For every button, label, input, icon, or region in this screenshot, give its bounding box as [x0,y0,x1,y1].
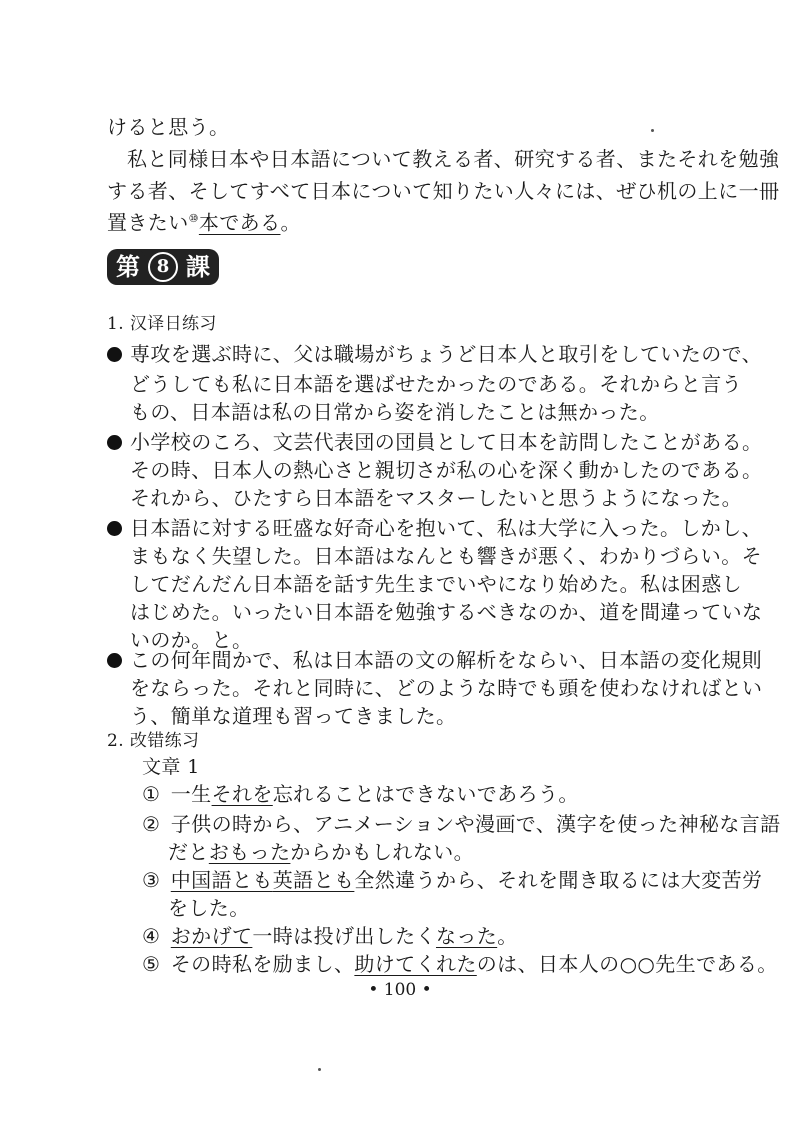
circled-number-5: ⑤ [142,952,161,976]
sentence-5-a: その時私を励まし、 [170,952,355,976]
sentence-5 [142,950,778,978]
item-1-line-3: もの、日本語は私の日常から姿を消したことは無かった。 [130,400,660,424]
intro-line-3: する者、そしてすべて日本について知りたい人々には、ぜひ机の上に一冊 [107,179,780,203]
page-number: • 100 • [368,980,432,1000]
item-4-line-3: う、簡単な道理も習ってきました。 [130,704,457,728]
section-2-subtitle: 文章 1 [142,756,200,778]
item-3-line-1: 日本語に対する旺盛な好奇心を抱いて、私は大学に入った。しかし、 [130,516,762,540]
scan-speck [651,129,654,132]
sentence-2-c: からかもしれない。 [290,840,475,864]
item-2-line-2: その時、日本人の熱心さと親切さが私の心を深く動かしたのである。 [130,458,763,482]
item-4-line-1: この何年間かで、私は日本語の文の解析をならい、日本語の変化規則 [130,648,762,672]
sentence-1 [142,780,579,808]
section-2-title: 2. 改错练习 [107,731,200,751]
lesson-heading [107,249,219,285]
sentence-3-underline-b: 英語とも [272,868,355,892]
item-3-line-2: まもなく失望した。日本語はなんとも響きが悪く、わかりづらい。そ [130,544,762,568]
sentence-2-underline: おもった [208,840,291,864]
lesson-label-left: 第 [111,250,145,284]
item-1-line-1: 専攻を選ぶ時に、父は職場がちょうど日本人と取引をしていたので、 [130,342,762,366]
sentence-2-text: 子供の時から、アニメーションや漫画で、漢字を使った神秘な言語 [170,812,781,836]
sentence-5-c: のは、日本人の○○先生である。 [476,952,778,976]
circled-number-3: ③ [142,868,161,892]
circled-number-1: ① [142,782,161,806]
item-3-line-3: してだんだん日本語を話す先生までいやになり始めた。私は困惑し [130,572,742,596]
item-2-line-1: 小学校のころ、文芸代表団の団員として日本を訪問したことがある。 [130,430,763,454]
sentence-3-c: 全然違うから、それを聞き取るには大変苦労 [354,868,763,892]
item-4-line-2: をならった。それと同時に、どのような時でも頭を使わなければとい [130,676,763,700]
item-3-line-4: はじめた。いったい日本語を勉強するべきなのか、道を間違っていな [130,600,763,624]
circled-number-4: ④ [142,924,161,948]
intro-line-2: 私と同様日本や日本語について教える者、研究する者、またそれを勉強 [127,147,780,171]
intro-line-4 [107,205,301,237]
lesson-badge [107,249,219,285]
section-1-title: 1. 汉译日练习 [107,314,217,334]
sentence-4-underline-c: なった [435,924,498,948]
sentence-1-a: 一生 [170,782,212,806]
sentence-2-line-2 [168,838,474,866]
sentence-2-line-1 [142,810,781,838]
sentence-4-underline-a: おかげて [170,924,253,948]
sentence-4-d: 。 [497,924,518,948]
sentence-3-underline-a: 中国語とも [170,868,273,892]
sentence-5-underline: 助けてくれた [354,952,477,976]
sentence-4 [142,922,518,950]
item-2-line-3: それから、ひたすら日本語をマスターしたいと思うようになった。 [130,486,742,510]
bullet-icon [107,347,122,362]
sentence-4-b: 一時は投げ出したく [252,924,436,948]
item-1-line-2: どうしても私に日本語を選ばせたかったのである。それからと言う [130,372,742,396]
circled-number-2: ② [142,812,161,836]
sentence-1-c: 忘れることはできないであろう。 [272,782,579,806]
bullet-icon [107,653,122,668]
bullet-icon [107,521,122,536]
item-3-line-5: いのか。と。 [130,628,253,652]
underlined-phrase: 本である [198,210,281,235]
lesson-label-right: 課 [181,250,215,284]
footnote-marker: ⑩ [188,212,199,225]
intro-line-4-c: 。 [280,210,301,235]
bullet-icon [107,435,122,450]
sentence-2-a: だと [168,840,209,864]
intro-line-1: けると思う。 [107,115,230,139]
sentence-3-line-2: をした。 [168,896,250,920]
sentence-1-underline: それを [211,782,273,806]
intro-line-4-a: 置きたい [107,210,189,235]
sentence-3-line-1 [142,866,762,894]
scan-speck [318,1068,321,1071]
lesson-number: 8 [148,252,178,282]
